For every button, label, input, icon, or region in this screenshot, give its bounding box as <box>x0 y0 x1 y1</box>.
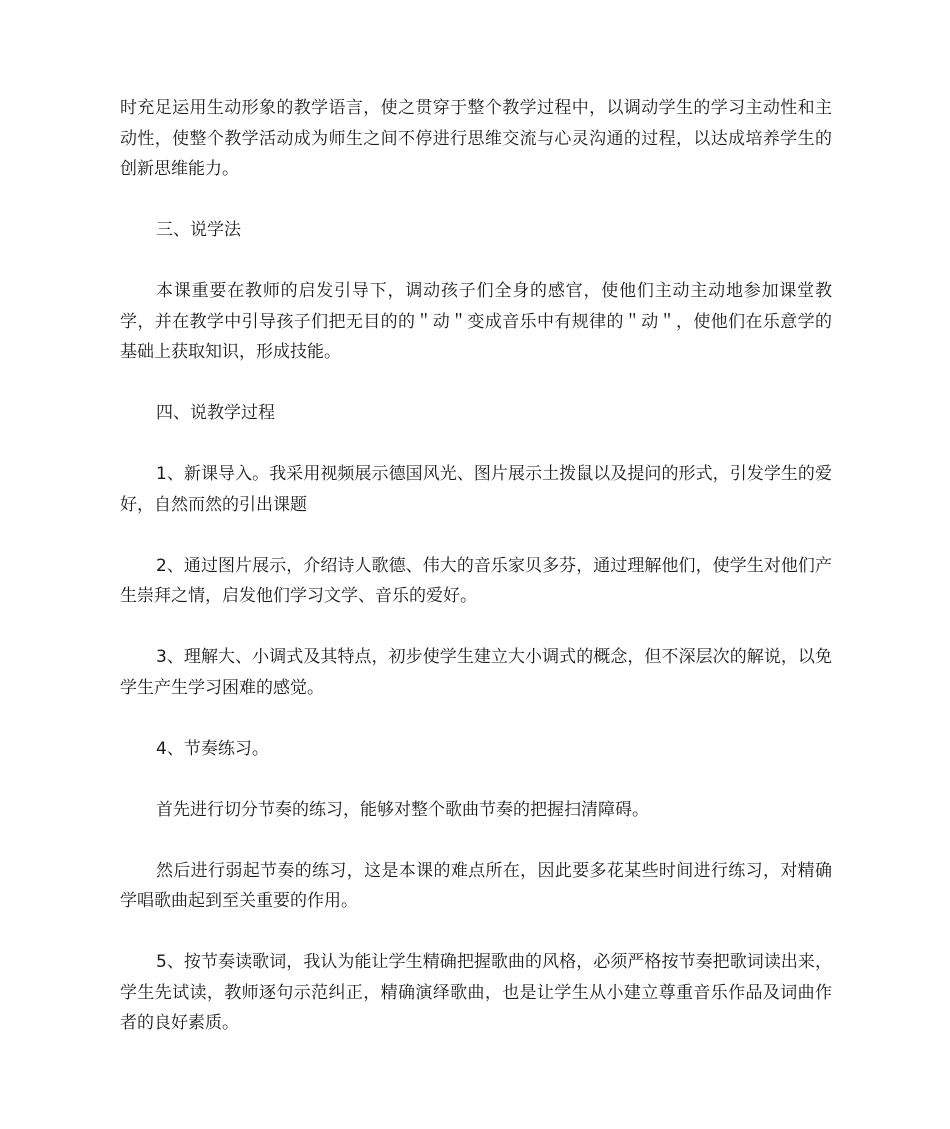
paragraph-step-1: 1、新课导入。我采用视频展示德国风光、图片展示土拨鼠以及提问的形式，引发学生的爱好，自然而然的引出课题 <box>120 464 832 515</box>
heading-teaching-process: 四、说教学过程 <box>156 403 275 423</box>
paragraph-step-4-anacrusis: 然后进行弱起节奏的练习，这是本课的难点所在，因此要多花某些时间进行练习，对精确学唱歌曲起到至关重要的作用。 <box>120 860 832 911</box>
paragraph-step-5: 5、按节奏读歌词，我认为能让学生精确把握歌曲的风格，必须严格按节奏把歌词读出来，学生先试读，教师逐句示范纠正，精确演绎歌曲，也是让学生从小建立尊重音乐作品及词曲作者的良好素质。 <box>120 952 832 1033</box>
paragraph-step-2: 2、通过图片展示，介绍诗人歌德、伟大的音乐家贝多芬，通过理解他们，使学生对他们产生崇拜之情，启发他们学习文学、音乐的爱好。 <box>120 555 832 606</box>
paragraph-step-4: 4、节奏练习。 <box>156 738 269 759</box>
document-page <box>120 93 832 1069</box>
paragraph-step-3: 3、理解大、小调式及其特点，初步使学生建立大小调式的概念，但不深层次的解说，以免学生产生学习困难的感觉。 <box>120 647 832 698</box>
paragraph-intro-continuation: 时充足运用生动形象的教学语言，使之贯穿于整个教学过程中，以调动学生的学习主动性和主动性，使整个教学活动成为师生之间不停进行思维交流与心灵沟通的过程，以达成培养学生的创新思维能力。 <box>120 98 832 179</box>
heading-learning-methods: 三、说学法 <box>156 220 241 240</box>
paragraph-learning-methods: 本课重要在教师的启发引导下，调动孩子们全身的感官，使他们主动主动地参加课堂教学，并在教学中引导孩子们把无目的的＂动＂变成音乐中有规律的＂动＂，使他们在乐意学的基础上获取知识，形成技能。 <box>120 281 832 362</box>
paragraph-step-4-syncopation: 首先进行切分节奏的练习，能够对整个歌曲节奏的把握扫清障碍。 <box>156 799 649 820</box>
